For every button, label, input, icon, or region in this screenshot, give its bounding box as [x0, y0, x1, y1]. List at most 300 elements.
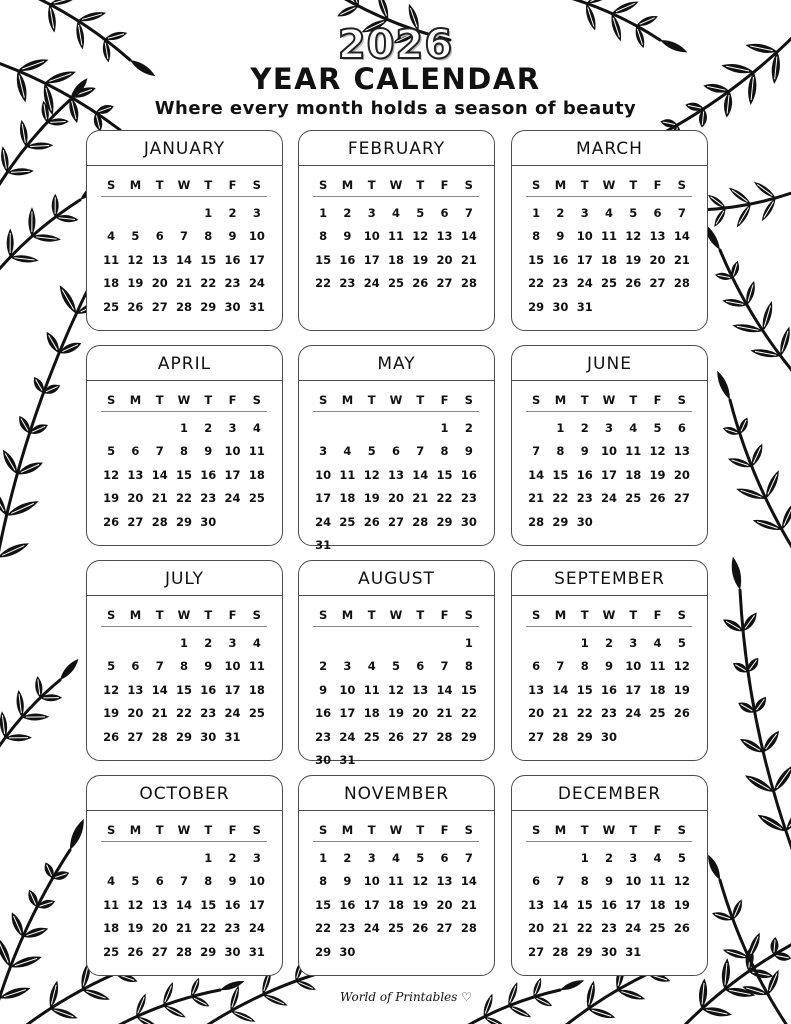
weekday-label: S — [531, 178, 541, 192]
week-row — [99, 272, 269, 296]
weekday-label: T — [367, 393, 376, 407]
month-name: JUNE — [511, 346, 708, 381]
day-cell: 16 — [224, 897, 241, 912]
weekday-label: S — [677, 393, 686, 407]
day-cell: 19 — [103, 491, 120, 506]
weekday-label: F — [653, 393, 662, 407]
day-cell: 24 — [248, 276, 265, 291]
day-cell: 11 — [387, 874, 404, 889]
day-cell: 12 — [625, 229, 642, 244]
day-cell: 25 — [103, 944, 120, 959]
leaf-branch — [705, 853, 790, 1024]
day-cell: 10 — [224, 659, 241, 674]
day-cell: 15 — [436, 467, 453, 482]
day-cell: 7 — [556, 659, 565, 674]
weekday-label: T — [155, 393, 164, 407]
day-cell: 11 — [339, 467, 356, 482]
day-cell: 21 — [552, 706, 569, 721]
weekday-label: T — [204, 393, 213, 407]
weekday-label: S — [464, 823, 473, 837]
month-name: OCTOBER — [86, 776, 283, 811]
day-cell: 31 — [248, 944, 265, 959]
page-title: YEAR CALENDAR — [250, 62, 541, 96]
day-cell: 22 — [315, 921, 332, 936]
week-row — [311, 416, 481, 440]
day-cell: 19 — [625, 252, 642, 267]
day-cell: 12 — [127, 897, 144, 912]
week-row — [524, 702, 694, 726]
day-cell: 2 — [343, 850, 352, 865]
day-cell: 12 — [412, 229, 429, 244]
week-row — [311, 870, 481, 894]
day-cell: 11 — [103, 897, 120, 912]
day-cell: 18 — [649, 897, 666, 912]
day-cell: 9 — [556, 229, 565, 244]
month-name: MAY — [298, 346, 495, 381]
weekday-label: W — [177, 608, 191, 622]
day-cell: 19 — [127, 276, 144, 291]
day-cell: 28 — [673, 276, 690, 291]
weekday-label: S — [318, 393, 328, 407]
day-cell: 17 — [224, 467, 241, 482]
day-cell: 9 — [343, 229, 352, 244]
day-cell: 26 — [387, 729, 404, 744]
week-row — [99, 631, 269, 655]
day-cell: 27 — [436, 276, 453, 291]
day-cell: 10 — [363, 229, 380, 244]
month-card-january — [86, 130, 283, 331]
day-cell: 3 — [580, 205, 589, 220]
day-cell: 4 — [604, 205, 613, 220]
day-cell: 8 — [532, 229, 541, 244]
week-row — [311, 510, 481, 534]
weekday-divider — [313, 626, 479, 627]
weekday-label: T — [155, 178, 164, 192]
day-cell: 21 — [175, 276, 192, 291]
day-cell: 29 — [552, 514, 569, 529]
weekday-label: F — [653, 608, 662, 622]
day-cell: 2 — [228, 205, 237, 220]
week-row — [311, 749, 481, 773]
day-cell: 6 — [440, 205, 449, 220]
weekday-label: W — [602, 823, 616, 837]
day-cell: 31 — [576, 299, 593, 314]
day-cell: 6 — [155, 874, 164, 889]
day-cell: 29 — [436, 514, 453, 529]
week-row — [524, 870, 694, 894]
day-cell: 12 — [103, 467, 120, 482]
day-cell: 22 — [576, 706, 593, 721]
month-card-december — [511, 775, 708, 976]
day-cell: 23 — [460, 491, 477, 506]
day-cell: 16 — [576, 467, 593, 482]
weekday-label: T — [367, 608, 376, 622]
day-cell: 30 — [200, 514, 217, 529]
day-cell: 26 — [127, 299, 144, 314]
weekday-label: M — [341, 393, 354, 407]
day-cell: 3 — [252, 205, 261, 220]
day-cell: 29 — [175, 729, 192, 744]
weekday-label: S — [106, 393, 116, 407]
weekday-label: S — [677, 823, 686, 837]
day-cell: 20 — [528, 706, 545, 721]
day-cell: 26 — [412, 276, 429, 291]
day-cell: 7 — [155, 444, 164, 459]
day-cell: 1 — [580, 850, 589, 865]
week-row — [99, 225, 269, 249]
day-cell: 17 — [600, 467, 617, 482]
weekday-label: S — [252, 823, 261, 837]
day-cell: 20 — [127, 491, 144, 506]
day-cell: 17 — [625, 897, 642, 912]
weekday-label: T — [416, 823, 425, 837]
day-cell: 15 — [576, 897, 593, 912]
weekday-header-row — [99, 604, 269, 626]
day-cell: 9 — [604, 874, 613, 889]
day-cell: 6 — [653, 205, 662, 220]
day-cell: 26 — [127, 944, 144, 959]
day-cell: 18 — [339, 491, 356, 506]
brand-footer: World of Printables ♡ — [340, 990, 472, 1004]
day-cell: 13 — [127, 467, 144, 482]
day-cell: 5 — [107, 659, 116, 674]
day-cell: 15 — [528, 252, 545, 267]
weekday-label: T — [580, 823, 589, 837]
day-cell: 8 — [204, 229, 213, 244]
day-cell: 26 — [363, 514, 380, 529]
day-cell: 9 — [319, 682, 328, 697]
day-cell: 15 — [576, 682, 593, 697]
day-cell: 27 — [528, 729, 545, 744]
day-cell: 3 — [367, 205, 376, 220]
weekday-divider — [101, 196, 267, 197]
day-cell: 22 — [552, 491, 569, 506]
weekday-label: F — [440, 178, 449, 192]
day-cell: 28 — [528, 514, 545, 529]
day-cell: 28 — [460, 276, 477, 291]
weekday-label: T — [629, 823, 638, 837]
day-cell: 14 — [460, 874, 477, 889]
day-cell: 17 — [248, 897, 265, 912]
weekday-label: M — [554, 178, 567, 192]
day-cell: 16 — [224, 252, 241, 267]
day-cell: 15 — [315, 252, 332, 267]
day-cell: 28 — [175, 299, 192, 314]
day-cell: 19 — [649, 467, 666, 482]
month-day-grid — [311, 174, 481, 295]
day-cell: 18 — [649, 682, 666, 697]
day-cell: 18 — [600, 252, 617, 267]
day-cell: 7 — [440, 659, 449, 674]
day-cell: 1 — [464, 635, 473, 650]
weekday-label: M — [341, 823, 354, 837]
day-cell: 28 — [151, 514, 168, 529]
day-cell: 23 — [576, 491, 593, 506]
day-cell: 8 — [319, 874, 328, 889]
week-row — [311, 272, 481, 296]
day-cell: 17 — [363, 897, 380, 912]
day-cell: 13 — [151, 897, 168, 912]
leaf-branch — [714, 369, 791, 560]
day-cell: 20 — [151, 276, 168, 291]
day-cell: 20 — [528, 921, 545, 936]
month-card-april — [86, 345, 283, 546]
month-name: JULY — [86, 561, 283, 596]
day-cell: 4 — [391, 850, 400, 865]
day-cell: 24 — [224, 706, 241, 721]
day-cell: 6 — [416, 659, 425, 674]
day-cell: 14 — [552, 682, 569, 697]
month-card-june — [511, 345, 708, 546]
day-cell: 23 — [315, 729, 332, 744]
week-row — [524, 631, 694, 655]
weekday-label: S — [464, 178, 473, 192]
day-cell: 14 — [151, 682, 168, 697]
weekday-label: S — [318, 178, 328, 192]
weekday-label: S — [318, 823, 328, 837]
day-cell: 11 — [103, 252, 120, 267]
weekday-label: F — [440, 393, 449, 407]
day-cell: 14 — [436, 682, 453, 697]
day-cell: 16 — [200, 682, 217, 697]
week-row — [524, 201, 694, 225]
day-cell: 15 — [460, 682, 477, 697]
day-cell: 1 — [532, 205, 541, 220]
weekday-label: S — [531, 823, 541, 837]
day-cell: 28 — [552, 729, 569, 744]
day-cell: 28 — [436, 729, 453, 744]
day-cell: 30 — [224, 299, 241, 314]
day-cell: 14 — [175, 252, 192, 267]
day-cell: 20 — [649, 252, 666, 267]
day-cell: 12 — [387, 682, 404, 697]
month-card-october — [86, 775, 283, 976]
day-cell: 17 — [248, 252, 265, 267]
day-cell: 29 — [175, 514, 192, 529]
weekday-label: S — [318, 608, 328, 622]
week-row — [99, 510, 269, 534]
month-day-grid — [99, 604, 269, 749]
weekday-label: M — [129, 608, 142, 622]
day-cell: 12 — [412, 874, 429, 889]
day-cell: 2 — [204, 420, 213, 435]
weekday-label: F — [653, 823, 662, 837]
day-cell: 2 — [319, 659, 328, 674]
weekday-label: W — [177, 823, 191, 837]
day-cell: 3 — [319, 444, 328, 459]
week-row — [311, 917, 481, 941]
day-cell: 14 — [412, 467, 429, 482]
week-row — [524, 487, 694, 511]
day-cell: 25 — [600, 276, 617, 291]
day-cell: 13 — [436, 874, 453, 889]
week-row — [524, 272, 694, 296]
weekday-label: M — [129, 178, 142, 192]
day-cell: 5 — [131, 229, 140, 244]
week-row — [99, 846, 269, 870]
day-cell: 27 — [127, 514, 144, 529]
day-cell: 7 — [464, 850, 473, 865]
day-cell: 1 — [556, 420, 565, 435]
weekday-label: T — [155, 823, 164, 837]
day-cell: 18 — [625, 467, 642, 482]
day-cell: 30 — [315, 753, 332, 768]
day-cell: 27 — [412, 729, 429, 744]
week-row — [524, 940, 694, 964]
day-cell: 25 — [649, 921, 666, 936]
day-cell: 3 — [367, 850, 376, 865]
day-cell: 16 — [339, 897, 356, 912]
page-subtitle: Where every month holds a season of beauty — [154, 98, 637, 119]
week-row — [99, 248, 269, 272]
day-cell: 24 — [224, 491, 241, 506]
month-card-february — [298, 130, 495, 331]
day-cell: 31 — [224, 729, 241, 744]
day-cell: 30 — [600, 944, 617, 959]
day-cell: 6 — [532, 659, 541, 674]
week-row — [524, 725, 694, 749]
day-cell: 9 — [204, 444, 213, 459]
leaf-branch — [110, 977, 245, 1024]
day-cell: 17 — [224, 682, 241, 697]
day-cell: 31 — [315, 538, 332, 553]
month-day-grid — [311, 819, 481, 964]
day-cell: 28 — [412, 514, 429, 529]
day-cell: 4 — [629, 420, 638, 435]
weekday-label: F — [440, 823, 449, 837]
day-cell: 19 — [387, 706, 404, 721]
day-cell: 5 — [107, 444, 116, 459]
day-cell: 4 — [107, 229, 116, 244]
day-cell: 4 — [653, 850, 662, 865]
week-row — [524, 225, 694, 249]
weekday-header-row — [99, 389, 269, 411]
month-day-grid — [99, 174, 269, 319]
weekday-label: F — [228, 178, 237, 192]
day-cell: 26 — [103, 729, 120, 744]
month-card-september — [511, 560, 708, 761]
day-cell: 22 — [528, 276, 545, 291]
day-cell: 25 — [363, 729, 380, 744]
day-cell: 9 — [228, 874, 237, 889]
day-cell: 25 — [248, 491, 265, 506]
day-cell: 19 — [673, 682, 690, 697]
weekday-label: T — [416, 178, 425, 192]
day-cell: 26 — [673, 921, 690, 936]
week-row — [524, 846, 694, 870]
day-cell: 23 — [600, 706, 617, 721]
day-cell: 18 — [387, 252, 404, 267]
day-cell: 8 — [580, 659, 589, 674]
week-row — [311, 655, 481, 679]
day-cell: 25 — [387, 921, 404, 936]
day-cell: 9 — [464, 444, 473, 459]
week-row — [99, 870, 269, 894]
weekday-label: F — [228, 823, 237, 837]
weekday-label: W — [389, 393, 403, 407]
month-day-grid — [524, 819, 694, 964]
weekday-label: W — [389, 823, 403, 837]
day-cell: 18 — [248, 682, 265, 697]
week-row — [99, 201, 269, 225]
day-cell: 3 — [252, 850, 261, 865]
day-cell: 21 — [412, 491, 429, 506]
day-cell: 13 — [673, 444, 690, 459]
day-cell: 11 — [363, 682, 380, 697]
weekday-header-row — [524, 389, 694, 411]
day-cell: 29 — [528, 299, 545, 314]
week-row — [311, 225, 481, 249]
day-cell: 29 — [576, 729, 593, 744]
day-cell: 9 — [604, 659, 613, 674]
day-cell: 17 — [625, 682, 642, 697]
month-day-grid — [311, 604, 481, 772]
day-cell: 1 — [204, 205, 213, 220]
day-cell: 25 — [103, 299, 120, 314]
day-cell: 24 — [363, 921, 380, 936]
day-cell: 19 — [412, 252, 429, 267]
weekday-divider — [313, 841, 479, 842]
month-card-july — [86, 560, 283, 761]
week-row — [311, 248, 481, 272]
month-day-grid — [524, 174, 694, 319]
day-cell: 29 — [460, 729, 477, 744]
day-cell: 24 — [339, 729, 356, 744]
day-cell: 16 — [200, 467, 217, 482]
day-cell: 30 — [552, 299, 569, 314]
month-day-grid — [524, 389, 694, 534]
weekday-label: S — [252, 178, 261, 192]
week-row — [99, 725, 269, 749]
day-cell: 26 — [103, 514, 120, 529]
week-row — [524, 510, 694, 534]
weekday-header-row — [524, 819, 694, 841]
day-cell: 27 — [387, 514, 404, 529]
month-name: NOVEMBER — [298, 776, 495, 811]
weekday-label: T — [204, 823, 213, 837]
month-day-grid — [99, 819, 269, 964]
weekday-label: S — [106, 178, 116, 192]
day-cell: 22 — [175, 706, 192, 721]
weekday-label: S — [252, 608, 261, 622]
week-row — [311, 678, 481, 702]
day-cell: 22 — [200, 276, 217, 291]
day-cell: 2 — [343, 205, 352, 220]
day-cell: 23 — [200, 706, 217, 721]
day-cell: 16 — [552, 252, 569, 267]
day-cell: 5 — [416, 205, 425, 220]
week-row — [99, 893, 269, 917]
weekday-header-row — [311, 819, 481, 841]
month-card-march — [511, 130, 708, 331]
day-cell: 19 — [412, 897, 429, 912]
day-cell: 2 — [228, 850, 237, 865]
weekday-divider — [313, 411, 479, 412]
day-cell: 13 — [649, 229, 666, 244]
day-cell: 13 — [528, 897, 545, 912]
weekday-label: S — [531, 393, 541, 407]
week-row — [524, 917, 694, 941]
day-cell: 13 — [436, 229, 453, 244]
weekday-label: T — [204, 178, 213, 192]
day-cell: 1 — [179, 420, 188, 435]
weekday-label: M — [129, 393, 142, 407]
day-cell: 22 — [175, 491, 192, 506]
day-cell: 23 — [339, 276, 356, 291]
weekday-label: S — [252, 393, 261, 407]
day-cell: 30 — [224, 944, 241, 959]
week-row — [524, 655, 694, 679]
